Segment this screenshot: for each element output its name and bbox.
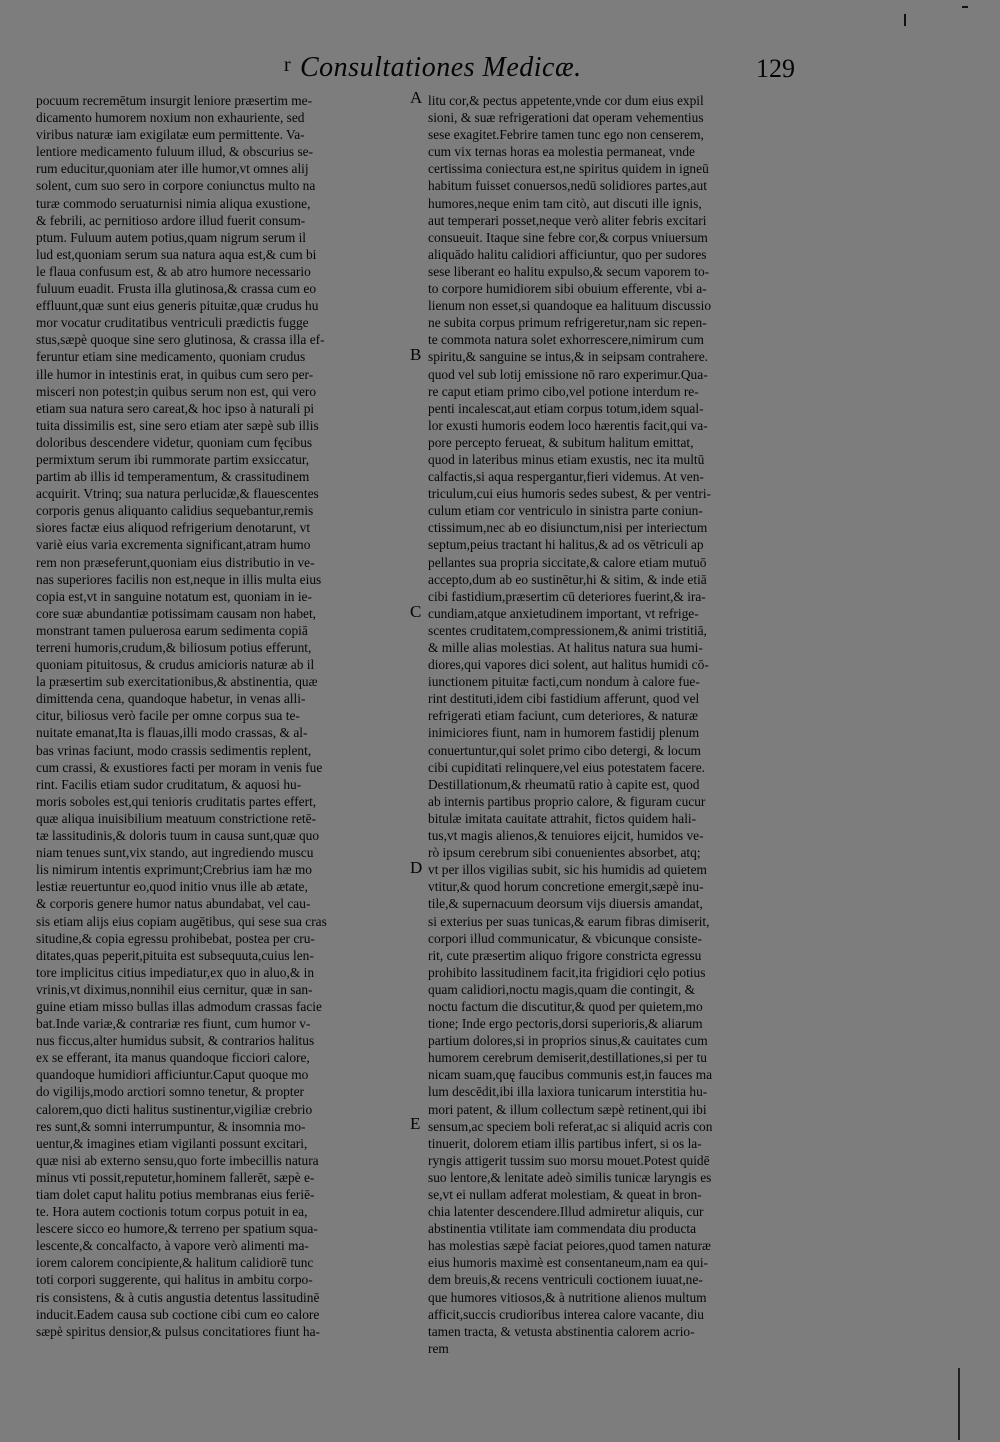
right-column-line: to corpore humidiorem sibi obuium efferente, vbi a- xyxy=(428,281,707,297)
right-column-line: refrigerati etiam faciunt, cum deteriores, & naturæ xyxy=(428,708,698,724)
right-column-line: humores,neque enim tam citò, aut discuti ille ignis, xyxy=(428,195,702,211)
right-column-line: scentes cruditatem,compressionem,& animi tristitiā, xyxy=(428,622,707,638)
right-column-line: penti incalescat,aut etiam corpus totum,idem squal- xyxy=(428,400,704,416)
left-column-line: sæpè spiritus densior,& pulsus concitatiores fiunt ha- xyxy=(36,1323,320,1339)
left-column-line: moris soboles est,qui tenioris cruditatis partes effert, xyxy=(36,793,317,809)
right-column-line: si exterius per suas tunicas,& earum fibras dimiserit, xyxy=(428,913,710,929)
margin-letter-d: D xyxy=(410,858,423,877)
left-column-line: lentiore medicamento fuluum illud, & obscurius se- xyxy=(36,144,314,160)
left-column-line: minus vti possit,reputetur,hominem fallerēt, sæpè e- xyxy=(36,1169,315,1185)
right-column-line: pellantes sua propria siccitate,& calore etiam mutuō xyxy=(428,554,707,570)
left-column-line: lud est,quoniam serum sua natura aqua est,& cum bi xyxy=(36,246,317,262)
left-column-line: sis etiam alijs eius copiam augētibus, qui sese sua cras xyxy=(36,913,327,929)
right-column-line: cum vix ternas horas ea molestia permaneat, vnde xyxy=(428,144,695,160)
left-column-line: ille humor in intestinis erat, in quibus cum sero per- xyxy=(36,366,314,382)
page-number: 129 xyxy=(756,54,795,83)
running-title: Consultationes Medicæ. xyxy=(300,52,582,83)
right-column-line: sensum,ac speciem boli referat,ac si aliquid acris con xyxy=(428,1118,713,1134)
right-column-line: tamen tracta, & vetusta abstinentia calorem acrio- xyxy=(428,1323,695,1339)
left-column-line: tæ lassitudinis,& doloris tuum in causa sunt,quæ quo xyxy=(36,828,320,844)
right-column-line: suo lentore,& lenitate adeò similis tunicæ laryngis es xyxy=(428,1169,712,1185)
right-column-line: afficit,succis crudioribus interea calore vacante, diu xyxy=(428,1306,704,1322)
left-column-line: iorem calorem concipiente,& halitum calidiorē tunc xyxy=(36,1255,314,1271)
right-column-line: que humores vitiosos,& à nutritione alienos multum xyxy=(428,1289,707,1305)
left-column-line: te. Hora autem coctionis totum corpus potuit in ea, xyxy=(36,1204,308,1220)
left-column-line: calorem,quo dicti halitus sustinentur,vigiliæ crebrio xyxy=(36,1101,313,1117)
left-column-line: bat.Inde variæ,& contrariæ res fiunt, cum humor v- xyxy=(36,1016,311,1032)
left-column-line: stus,sæpè quoque sine sero glutinosa, & crassa illa ef- xyxy=(36,332,325,348)
left-column-line: copia est,vt in sanguine notatum est, quoniam in ie- xyxy=(36,588,312,604)
right-column-line: sioni, & suæ refrigerationi dat operam vehementius xyxy=(428,110,704,126)
left-column-line: toti corpori suggerente, qui halitus in ambitu corpo- xyxy=(36,1272,313,1288)
scan-edge-line xyxy=(958,1368,960,1440)
left-column-line: dimittenda cena, quandoque habetur, in venas alli- xyxy=(36,691,306,707)
right-column-line: aliquādo halitu calidiori afficiuntur, quo per sudores xyxy=(428,246,707,262)
right-column-line: quam calidiori,noctu magis,quam die contingit, & xyxy=(428,981,696,997)
right-column-line: rint destituti,idem cibi fastidium afferunt, quod vel xyxy=(428,691,700,707)
right-column-line: culum etiam cor ventriculo in sinistra parte coniun- xyxy=(428,503,703,519)
right-column-line: sese exagitet.Febrire tamen tunc ego non censerem, xyxy=(428,127,704,143)
right-column-line: abstinentia vtilitate iam commendata diu producta xyxy=(428,1221,697,1237)
right-column-line: inimiciores fiunt, nam in humorem fastidij plenum xyxy=(428,725,700,741)
left-column-line: mor vocatur cruditatibus ventriculi prædictis fugge xyxy=(36,315,309,331)
margin-letter-e: E xyxy=(410,1114,421,1133)
left-column-line: guine etiam misso bullas illas admodum crassas facie xyxy=(36,998,322,1014)
right-column-line: vt per illos vigilias subit, sic his humidis ad quietem xyxy=(428,862,707,878)
right-column-line: certissima coniectura est,ne spiritus quidem in igneū xyxy=(428,161,709,177)
right-column-line: Destillationum,& rheumatū ratio à capite est, quod xyxy=(428,776,700,792)
right-column-line: mori patent, & illum collectum sæpè retinent,qui ibi xyxy=(428,1101,707,1117)
margin-letter-c: C xyxy=(410,602,422,621)
left-column-line: cum crassi, & exustiores facti per moram in venis fue xyxy=(36,759,323,775)
left-column-line: dicamento humorem noxium non exhauriente, sed xyxy=(36,110,305,126)
left-column-line: res sunt,& somni interrumpuntur, & insomnia mo- xyxy=(36,1118,306,1134)
left-column-line: situdine,& copia egressu prohibebat, postea per cru- xyxy=(36,930,315,946)
left-column-line: monstrant tamen puluerosa earum sedimenta copiā xyxy=(36,622,308,638)
left-column-line: solent, cum suo sero in corpore coniunctus multo na xyxy=(36,178,316,194)
margin-letter-a: A xyxy=(410,88,423,107)
left-column-line: tore implicitus citius impediatur,ex quo in aluo,& in xyxy=(36,964,315,980)
right-column-line: partium dolores,si in proprios sinus,& cauitates cum xyxy=(428,1033,708,1049)
right-column-line: habitum fuisset conuersos,nedū solidiores partes,aut xyxy=(428,178,707,194)
left-column-line: rint. Facilis etiam sudor cruditatum, & aquosi hu- xyxy=(36,776,302,792)
right-column-line: consueuit. Itaque sine febre cor,& corpus vniuersum xyxy=(428,229,708,245)
left-column-line: ex se efferant, ita manus quandoque ficciori calore, xyxy=(36,1050,310,1066)
left-column-line: do vigilijs,modo arctiori somno tenetur, & propter xyxy=(36,1084,304,1100)
right-column-line: se,vt ei nullam adferat molestiam, & queat in bron- xyxy=(428,1187,702,1202)
right-column-line: chia latenter descendere.Illud admiretur aliquis, cur xyxy=(428,1204,704,1220)
left-column-line: viribus naturæ iam exigilatæ eum permittente. Va- xyxy=(36,127,305,143)
left-column-line: rem non præseferunt,quoniam eius distributio in ve- xyxy=(36,554,315,570)
left-column-line: ditates,quas peperit,pituita est subsequuta,cuius len- xyxy=(36,947,314,963)
left-column-line: niam tenues sunt,vix stando, aut ingrediendo muscu xyxy=(36,845,314,861)
left-column-line: nas superiores facilis non est,neque in illis multa eius xyxy=(36,571,322,587)
right-column-line: humorem cerebrum demiserit,destillationes,si per tu xyxy=(428,1050,707,1066)
left-column-line: tiam dolet caput halitu potius membranas eius feriē- xyxy=(36,1187,315,1202)
right-column-line: nicam suam,quę faucibus communis est,in fauces ma xyxy=(428,1067,713,1083)
right-column-line: prohibito lassitudinem facit,ita frigidiori cęlo potius xyxy=(428,964,706,980)
left-column-line: quoniam pituitosus, & crudus amicioris naturæ ab il xyxy=(36,657,315,673)
right-column-line: ctissimum,nec ab eo disiunctum,nisi per interiectum xyxy=(428,520,708,536)
right-column-line: dem breuis,& recens ventriculi coctionem iuuat,ne- xyxy=(428,1272,703,1288)
right-column-line: septum,peius tractant hi halitus,& ad os vētriculi ap xyxy=(428,537,704,553)
left-column-line: ptum. Fuluum autem potius,quam nigrum serum il xyxy=(36,229,307,245)
left-column xyxy=(36,92,408,1340)
left-column-line: terreni humoris,crudum,& biliosum potius efferunt, xyxy=(36,640,312,655)
left-column-line: & corporis genere humor natus abundabat, vel cau- xyxy=(36,896,311,912)
left-column-line: permixtum serum ibi rummorate partim exsiccatur, xyxy=(36,451,310,467)
right-column-line: accepto,dum ab eo sustinētur,hi & sitim, & inde etiā xyxy=(428,571,707,587)
left-column-line: effluunt,quæ sunt eius generis pituitæ,quæ crudus hu xyxy=(36,298,319,314)
left-column-line: quæ nisi ab externo sensu,quo forte imbecillis natura xyxy=(36,1152,319,1168)
left-column-line: variè eius varia excrementa significant,atram humo xyxy=(36,537,311,553)
right-column-line: eius humoris maximè est consentaneum,nam ea qui- xyxy=(428,1255,709,1271)
right-column-line: rò ipsum cerebrum sibi conuenientes absorbet, atq; xyxy=(428,845,701,861)
right-column-line: cundiam,atque anxietudinem important, vt refrige- xyxy=(428,605,699,621)
right-column-line: re caput etiam primo cibo,vel potione interdum re- xyxy=(428,383,699,399)
right-column xyxy=(428,92,808,1357)
left-column-line: siores factæ eius aliquod refrigerium denotarunt, vt xyxy=(36,520,311,536)
left-column-line: turæ commodo seruaturnisi nimia aliqua exustione, xyxy=(36,195,311,211)
left-column-line: lestiæ reuertuntur eo,quod initio vnus ille ab ætate, xyxy=(36,879,308,895)
scan-speck xyxy=(962,6,968,8)
left-column-line: vrinis,vt diximus,nonnihil eius cernitur, quæ in san- xyxy=(36,981,313,997)
left-column-line: lescente,& concalfacto, à vapore verò alimenti ma- xyxy=(36,1238,309,1254)
right-column-line: litu cor,& pectus appetente,vnde cor dum eius expil xyxy=(428,93,704,108)
right-column-line: tione; Inde ergo pectoris,dorsi superioris,& aliarum xyxy=(428,1016,703,1032)
right-column-line: lienum non esset,si quandoque ea halituum discussio xyxy=(428,298,712,314)
left-column-line: uentur,& imagines etiam vigilanti possunt excitari, xyxy=(36,1135,308,1151)
right-column-line: rit, cute præsertim aliquo frigore constricta egressu xyxy=(428,947,702,963)
right-column-line: tinuerit, dolorem etiam illis partibus infert, si os la- xyxy=(428,1135,702,1151)
left-column-line: fuluum euadit. Frusta illa glutinosa,& crassa cum eo xyxy=(36,281,317,297)
left-column-line: quandoque humidiori afficiuntur.Caput quoque mo xyxy=(36,1067,309,1083)
right-column-line: tile,& supernacuum deorsum vijs diuersis amandat, xyxy=(428,896,703,912)
right-column-line: vtitur,& quod horum concretione emergit,sæpè inu- xyxy=(428,879,704,895)
right-column-line: lor exusti humoris eodem loco hærentis facit,qui va- xyxy=(428,417,708,433)
left-column-line: pocuum recremētum insurgit leniore præsertim me- xyxy=(36,93,313,108)
left-column-line: doloribus descendere videtur, quoniam cum fęcibus xyxy=(36,434,313,450)
left-column-line: rum educitur,quoniam ater ille humor,vt omnes alij xyxy=(36,161,309,177)
right-column-line: rem xyxy=(428,1340,449,1356)
left-column-line: le flaua confusum est, & ab atro humore necessario xyxy=(36,263,311,279)
right-column-line: te commota natura solet exhorrescere,nimirum cum xyxy=(428,332,704,348)
right-column-line: tus,vt magis alienos,& tenuiores eijcit, humidos ve- xyxy=(428,828,704,844)
right-column-line: diores,qui vapores dici solent, aut halitus humidi cō- xyxy=(428,657,709,673)
left-column-line: inducit.Eadem causa sub coctione cibi cum eo calore xyxy=(36,1306,320,1322)
left-column-line: ris consistens, & à cutis angustia detentus lassitudinē xyxy=(36,1289,320,1305)
right-column-line: lum descēdit,ibi illa laxiora tunicarum interstitia hu- xyxy=(428,1084,708,1100)
right-column-line: ab internis partibus proprio calore, & figuram cucur xyxy=(428,793,706,809)
right-column-line: ryngis attigerit tussim suo morsu mouet.Potest quidē xyxy=(428,1152,710,1168)
right-column-line: triculum,cui eius humoris sedes subest, & per ventri- xyxy=(428,486,712,502)
left-column-line: la præsertim sub exercitationibus,& abstinentia, quæ xyxy=(36,674,318,690)
right-column-line: spiritu,& sanguine se intus,& in seipsam contrahere. xyxy=(428,349,709,365)
right-column-line: conuertuntur,qui solet primo cibo detergi, & locum xyxy=(428,742,701,758)
left-column-line: lis nimirum intentis exprimunt;Crebrius iam hæ mo xyxy=(36,862,312,878)
margin-letter-b: B xyxy=(410,345,422,364)
right-column-line: cibi fastidium,præsertim cū deteriores fuerint,& ira- xyxy=(428,588,706,604)
right-column-line: corpori illud communicatur, & vbicunque consiste- xyxy=(428,930,702,946)
right-column-line: quod vel sub lotij emissione nō raro experimur.Qua- xyxy=(428,366,708,382)
right-column-line: quod in lateribus minus etiam exustis, nec ita multū xyxy=(428,451,705,467)
scan-speck xyxy=(904,14,906,26)
left-column-line: citur, biliosus verò facile per omne corpus sua te- xyxy=(36,708,300,724)
left-column-line: quæ aliqua inuisibilium meatuum constrictione retē- xyxy=(36,810,317,826)
right-column-line: pore percepto ferueat, & subitum halitum emittat, xyxy=(428,434,694,450)
left-column-line: nus ficcus,alter humidus subsit, & contrarios halitus xyxy=(36,1033,315,1049)
right-column-line: aut temperari posset,neque verò aliter febris excitari xyxy=(428,212,707,228)
left-column-line: lescere sicco eo humore,& terreno per spatium squa- xyxy=(36,1221,318,1237)
left-column-line: nuitate emanat,Ita is flauas,illi modo crassas, & al- xyxy=(36,725,308,741)
left-column-line: feruntur etiam sine medicamento, quoniam crudus xyxy=(36,349,306,365)
header-mark: r xyxy=(284,54,291,76)
right-column-line: noctu factum die discutitur,& quod per quietem,mo xyxy=(428,998,703,1014)
left-column-line: bas vrinas faciunt, modo crassis sedimentis replent, xyxy=(36,742,312,758)
right-column-line: cibi cupiditati relinquere,vel eius potestatem facere. xyxy=(428,759,705,775)
left-column-line: & febrili, ac pernitioso ardore illud fuerit consum- xyxy=(36,212,306,228)
left-column-line: tuita dissimilis est, sine sero etiam ater sæpè sub illis xyxy=(36,417,319,433)
left-column-line: core suæ abundantiæ potissimam causam non habet, xyxy=(36,605,317,621)
left-column-line: partim ab illis id temperamentum, & crassitudinem xyxy=(36,469,310,485)
left-column-line: corporis genus aliquanto calidius sequebantur,remis xyxy=(36,503,314,519)
right-column-line: sese liberant eo halitu expulso,& secum vaporem to- xyxy=(428,263,710,279)
right-column-line: has molestias sæpè faciat peiores,quod tamen naturæ xyxy=(428,1238,711,1254)
left-column-line: etiam sua natura sero careat,& hoc ipso à naturali pi xyxy=(36,400,315,416)
right-column-line: calfactis,si aqua respergantur,fieri videmus. At ven- xyxy=(428,469,704,485)
left-column-line: acquirit. Vtrinq; sua natura perlucidæ,& flauescentes xyxy=(36,486,319,502)
right-column-line: iunctionem pituitæ facti,cum nondum à calore fue- xyxy=(428,674,700,690)
right-column-line: & mille alias molestias. At halitus natura sua humi- xyxy=(428,640,703,655)
right-column-line: ne subita corpus primum refrigeretur,nam sic repen- xyxy=(428,315,707,331)
right-column-line: bitulæ imitata cauitate attrahit, fictos quidem hali- xyxy=(428,810,697,826)
left-column-line: misceri non potest;in quibus serum non est, qui vero xyxy=(36,383,317,399)
